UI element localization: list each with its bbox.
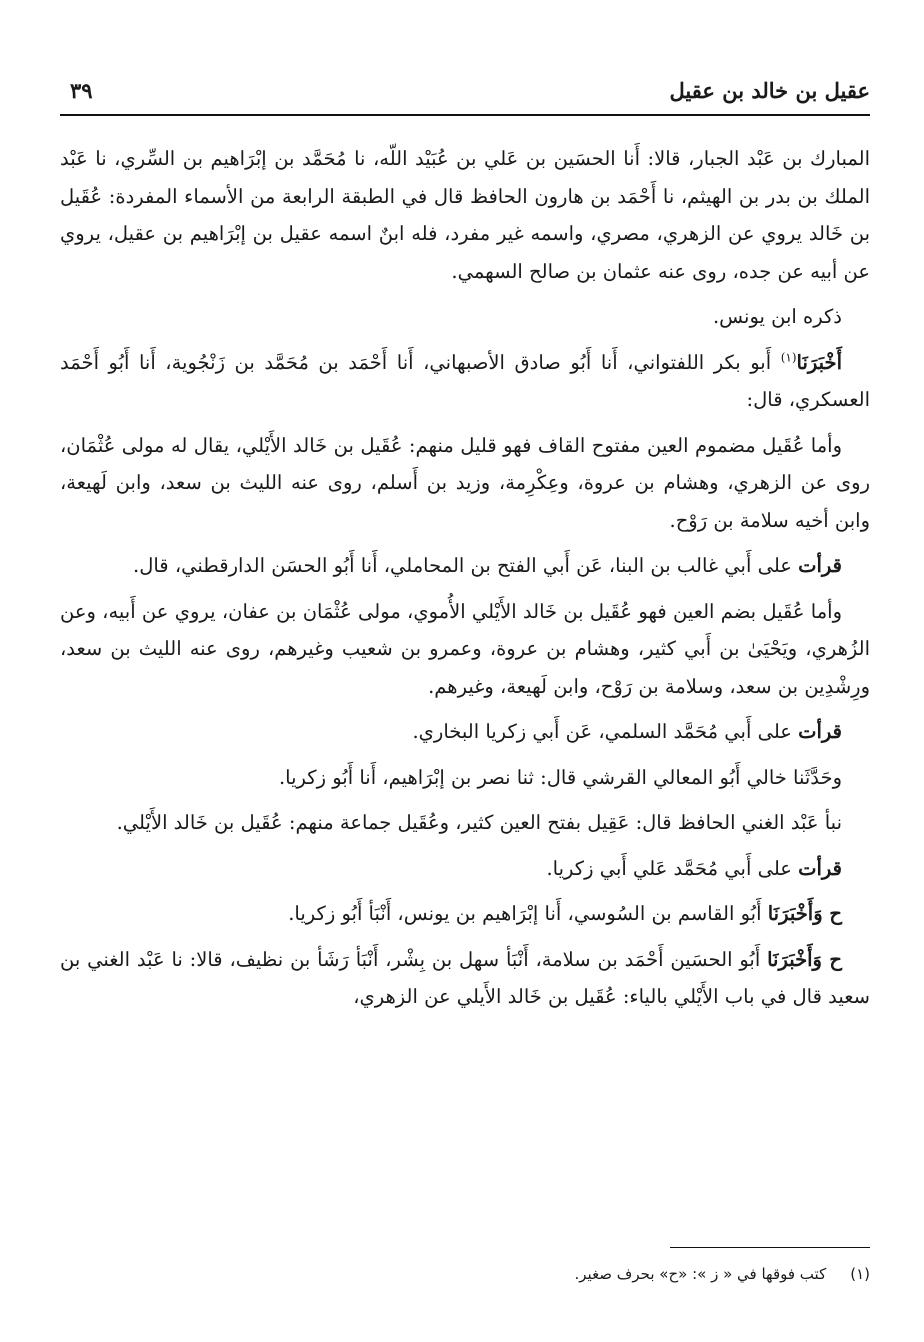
paragraph: وأما عُقَيل بضم العين فهو عُقَيل بن خَالد الأَيْلي الأُموي، مولى عُثْمَان بن عفان، يروي عن أَبيه، وعن الزُهري، ويَحْيَىٰ بن أَبي كثير، وهشام بن عروة، وعمرو بن شعيب وغيرهم، روى عنه الليث بن سعد، ورِشْدِين بن سعد، وسلامة بن رَوْح، وابن لَهيعة، وغيرهم. bbox=[60, 599, 870, 698]
book-page bbox=[60, 70, 870, 1283]
paragraph: وأما عُقَيل مضموم العين مفتوح القاف فهو قليل منهم: عُقَيل بن خَالد الأَيْلي، يقال له مولى عُثْمَان، روى عن الزهري، وهشام بن عروة، وعِكْرِمة، وزيد بن أَسلم، روى عنه الليث بن سعد، وابن لَهيعة، وابن أخيه سلامة بن رَوْح. bbox=[60, 433, 870, 532]
lead-word: ح وَأَخْبَرَنَا bbox=[767, 947, 842, 971]
page-body bbox=[60, 140, 870, 1016]
lead-word: قرأت bbox=[798, 720, 842, 743]
footnote-rule bbox=[670, 1247, 870, 1248]
footnote bbox=[60, 1262, 870, 1286]
paragraph: ح وَأَخْبَرَنَا أَبُو القاسم بن السُوسي، أَنا إبْرَاهيم بن يونس، أَنْبَأ أَبُو زكريا. bbox=[288, 902, 842, 925]
paragraph: قرأت على أَبي مُحَمَّد السلمي، عَن أَبي زكريا البخاري. bbox=[412, 720, 842, 743]
paragraph: قرأت على أَبي غالب بن البنا، عَن أَبي الفتح بن المحاملي، أَنا أَبُو الحسَن الدارقطني، قال. bbox=[133, 554, 842, 577]
page-number: ٣٩ bbox=[70, 78, 93, 103]
paragraph: وحَدَّثَنا خالي أَبُو المعالي القرشي قال: ثنا نصر بن إبْرَاهيم، أَنا أَبُو زكريا. bbox=[278, 765, 842, 789]
paragraph: المبارك بن عَبْد الجبار، قالا: أَنا الحسَين بن عَلي بن عُبَيْد اللّه، نا مُحَمَّد بن إبْرَاهيم بن السِّري، نا عَبْد الملك بن بدر بن الهيثم، نا أَحْمَد بن هارون الحافظ قال في الطبقة الرابعة من الأسماء المفردة: عُقَيل بن خَالد يروي عن الزهري، مصري، واسمه غير مفرد، فله ابنٌ اسمه عقيل بن إبْرَاهيم بن عقيل، يروي عن أبيه عن جده، روى عنه عثمان بن صالح السهمي. bbox=[60, 147, 870, 283]
footnote-text: كتب فوقها في « ز »: «ح» بحرف صغير. bbox=[574, 1265, 827, 1283]
running-title: عقيل بن خالد بن عقيل bbox=[669, 78, 870, 103]
page-header bbox=[60, 70, 870, 110]
lead-word: قرأت bbox=[798, 554, 842, 577]
lead-word: ح وَأَخْبَرَنَا bbox=[767, 902, 842, 925]
paragraph: ح وَأَخْبَرَنَا أَبُو الحسَين أَحْمَد بن سلامة، أَنْبَأ سهل بن بِشْر، أَنْبَأ رَشَأ بن نظيف، قالا: نا عَبْد الغني بن سعيد قال في باب الأَيْلي بالياء: عُقَيل بن خَالد الأَيلي عن الزهري، bbox=[60, 947, 870, 1008]
paragraph: نبأ عَبْد الغني الحافظ قال: عَقِيل بفتح العين كثير، وعُقَيل جماعة منهم: عُقَيل بن خَالد الأَيْلي. bbox=[116, 811, 842, 834]
paragraph: أَخْبَرَنَا$^{(١)}$ أَبو بكر اللفتواني، أَنا أَبُو صادق الأصبهاني، أَنا أَحْمَد بن مُحَمَّد بن زَنْجُوية، أَنا أَبُو أَحْمَد العسكري، قال: bbox=[60, 350, 870, 411]
paragraph: ذكره ابن يونس. bbox=[712, 305, 842, 328]
paragraph: قرأت على أَبي مُحَمَّد عَلي أَبي زكريا. bbox=[546, 856, 842, 880]
footnote-ref: (١) bbox=[780, 350, 797, 364]
header-rule bbox=[60, 114, 870, 116]
lead-word: قرأت bbox=[798, 856, 842, 880]
footnote-number: (١) bbox=[850, 1265, 870, 1283]
lead-word: أَخْبَرَنَا bbox=[796, 350, 842, 374]
